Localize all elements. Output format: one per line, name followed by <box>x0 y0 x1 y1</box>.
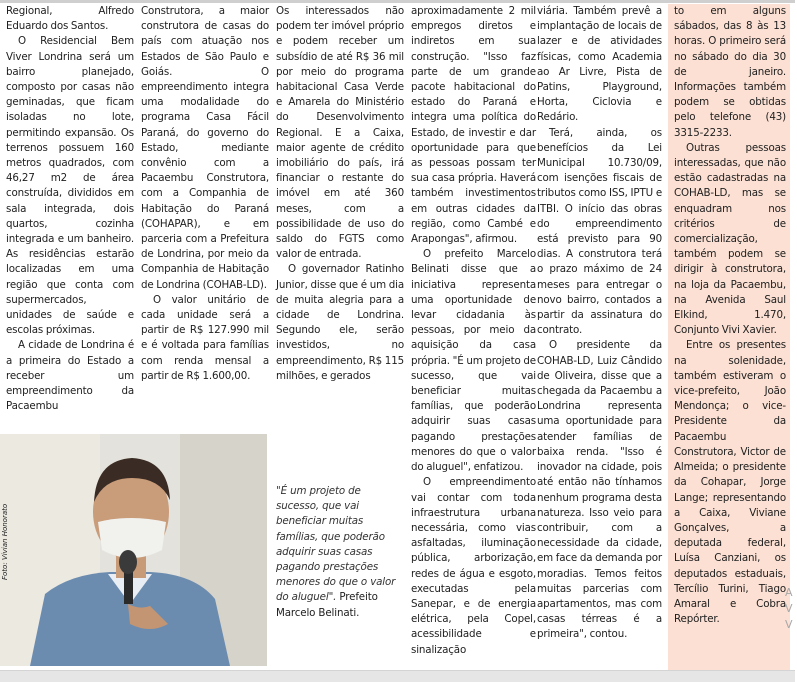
mayor-photo <box>0 434 267 666</box>
paragraph: O presidente da COHAB-LD, Luiz Cândido de Oliveira, disse que a chegada da Pacaembu a Londrina representa uma oportunidade para atender famílias de baixa renda. "Isso é inovador na cidade, pois até então não tínhamos nenhum programa desta natureza. Isso veio para contribuir, com a necessidade da cidade, em face da demanda por moradias. Temos feitos muitas parcerias com apartamentos, mas com casas térreas é a primeira", contou. <box>537 339 662 641</box>
article-column-1 <box>6 4 134 413</box>
caption-author: Prefeito Marcelo Belinati. <box>276 591 378 619</box>
paragraph: Os interessados não podem ter imóvel próprio e podem receber um subsídio de até R$ 36 mil por meio do programa habitacional Casa Verde e Amarela do Ministério do Desenvolvimento Regional. E a Caixa, maior agente de crédito imobiliário do país, irá financiar o restante do imóvel em até 360 meses, com a possibilidade de uso do saldo do FGTS como valor de entrada. <box>276 5 404 261</box>
top-border <box>0 0 795 3</box>
paragraph: O empreendimento vai contar com toda infraestrutura urbana necessária, como vias asfaltadas, iluminação pública, arborização, redes de água e esgoto, executadas pela Sanepar, e de energia elétrica, pela Copel, acessibilidade e sinalização <box>411 476 536 656</box>
paragraph: viária. Também prevê a implantação de locais de lazer e de atividades físicas, como Academia ao Ar Livre, Pista de Patins, Playground, Horta, Ciclovia e Redário. <box>537 5 662 124</box>
mayor-photo-illustration <box>0 434 267 666</box>
photo-credit: Foto: Vivian Honorato <box>1 503 9 580</box>
paragraph: O prefeito Marcelo Belinati disse que a iniciativa representa uma oportunidade de levar cidadania às pessoas, por meio da aquisição da casa própria. "É um projeto de sucesso, que vai beneficiar muitas famílias, que poderão adquirir suas casas pagando prestações menores do que o valor do aluguel", enfatizou. <box>411 248 536 474</box>
paragraph: Entre os presentes na solenidade, também estiveram o vice-prefeito, João Mendonça; o vice-Presidente da Pacaembu Construtora, Victor de Almeida; o presidente da Cohapar, Jorge Lange; representando a Caixa, Viviane Gonçalves, a deputada federal, Luísa Canziani, os deputados estaduais, Tercílio Turini, Tiago Amaral e Cobra Repórter. <box>674 339 786 626</box>
next-page-fragment: A V V <box>785 586 793 631</box>
sidebar-column <box>668 4 790 670</box>
bottom-border <box>0 670 795 682</box>
paragraph: Outras pessoas interessadas, que não estão cadastradas na COHAB-LD, mas se enquadram nos critérios de comercialização, também podem se dirigir à construtora, na loja da Pacaembu, na Avenida Saul Elkind, 1.470, Conjunto Vivi Xavier. <box>674 141 786 337</box>
article-column-4 <box>411 4 536 670</box>
paragraph: A cidade de Londrina é a primeira do Estado a receber um empreendimento da Pacaembu <box>6 339 134 413</box>
article-column-3 <box>276 4 404 388</box>
paragraph: O governador Ratinho Junior, disse que é um dia de muita alegria para a cidade de Londrina. Segundo ele, serão investidos, no empreendimento, R$ 115 milhões, e gerados <box>276 263 404 382</box>
paragraph: Construtora, a maior construtora de casas do país com atuação nos Estados de São Paulo e Goiás. O empreendimento integra uma modalidade do programa Casa Fácil Paraná, do governo do Estado, mediante convênio com a Pacaembu Construtora, com a Companhia de Habitação do Paraná (COHAPAR), e em parceria com a Prefeitura de Londrina, por meio da Companhia de Habitação de Londrina (COHAB-LD). <box>141 5 269 291</box>
paragraph: O Residencial Bem Viver Londrina será um bairro planejado, composto por casas não geminadas, que ficam isoladas no lote, permitindo expansão. Os terrenos possuem 160 metros quadrados, com 46,27 m2 de área construída, divididos em sala integrada, dois quartos, cozinha integrada e um banheiro. As residências estarão localizadas em uma região que conta com supermercados, unidades de saúde e escolas próximas. <box>6 35 134 337</box>
paragraph: aproximadamente 2 mil empregos diretos e indiretos em sua construção. "Isso faz parte de um grande pacote habitacional do estado do Paraná e integra uma política do Estado, de investir e dar oportunidade para que as pessoas possam ter sua casa própria. Haverá também investimentos em outras cidades da região, como Cambé e Arapongas", afirmou. <box>411 5 536 246</box>
article-column-2 <box>141 4 269 388</box>
article-column-5 <box>537 4 662 670</box>
paragraph: to em alguns sábados, das 8 às 13 horas. O primeiro será no sábado do dia 30 de janeiro. Informações também podem se obtidas pelo telefone (43) 3315-2233. <box>674 5 786 139</box>
paragraph: O valor unitário de cada unidade será a partir de R$ 127.990 mil e é voltada para famílias com renda mensal a partir de R$ 1.600,00. <box>141 293 269 382</box>
photo-caption <box>276 484 404 621</box>
paragraph: Terá, ainda, os benefícios da Lei Municipal 10.730/09, com isenções fiscais de tributos como ISS, IPTU e ITBI. O início das obras do empreendimento está previsto para 90 dias. A construtora terá o prazo máximo de 24 meses para entregar o novo bairro, contados a partir da assinatura do contrato. <box>537 126 662 337</box>
caption-quote: "É um projeto de sucesso, que vai beneficiar muitas famílias, que poderão adquirir suas casas pagando prestações menores do que o valor do aluguel". <box>276 485 396 604</box>
paragraph: Regional, Alfredo Eduardo dos Santos. <box>6 5 134 33</box>
